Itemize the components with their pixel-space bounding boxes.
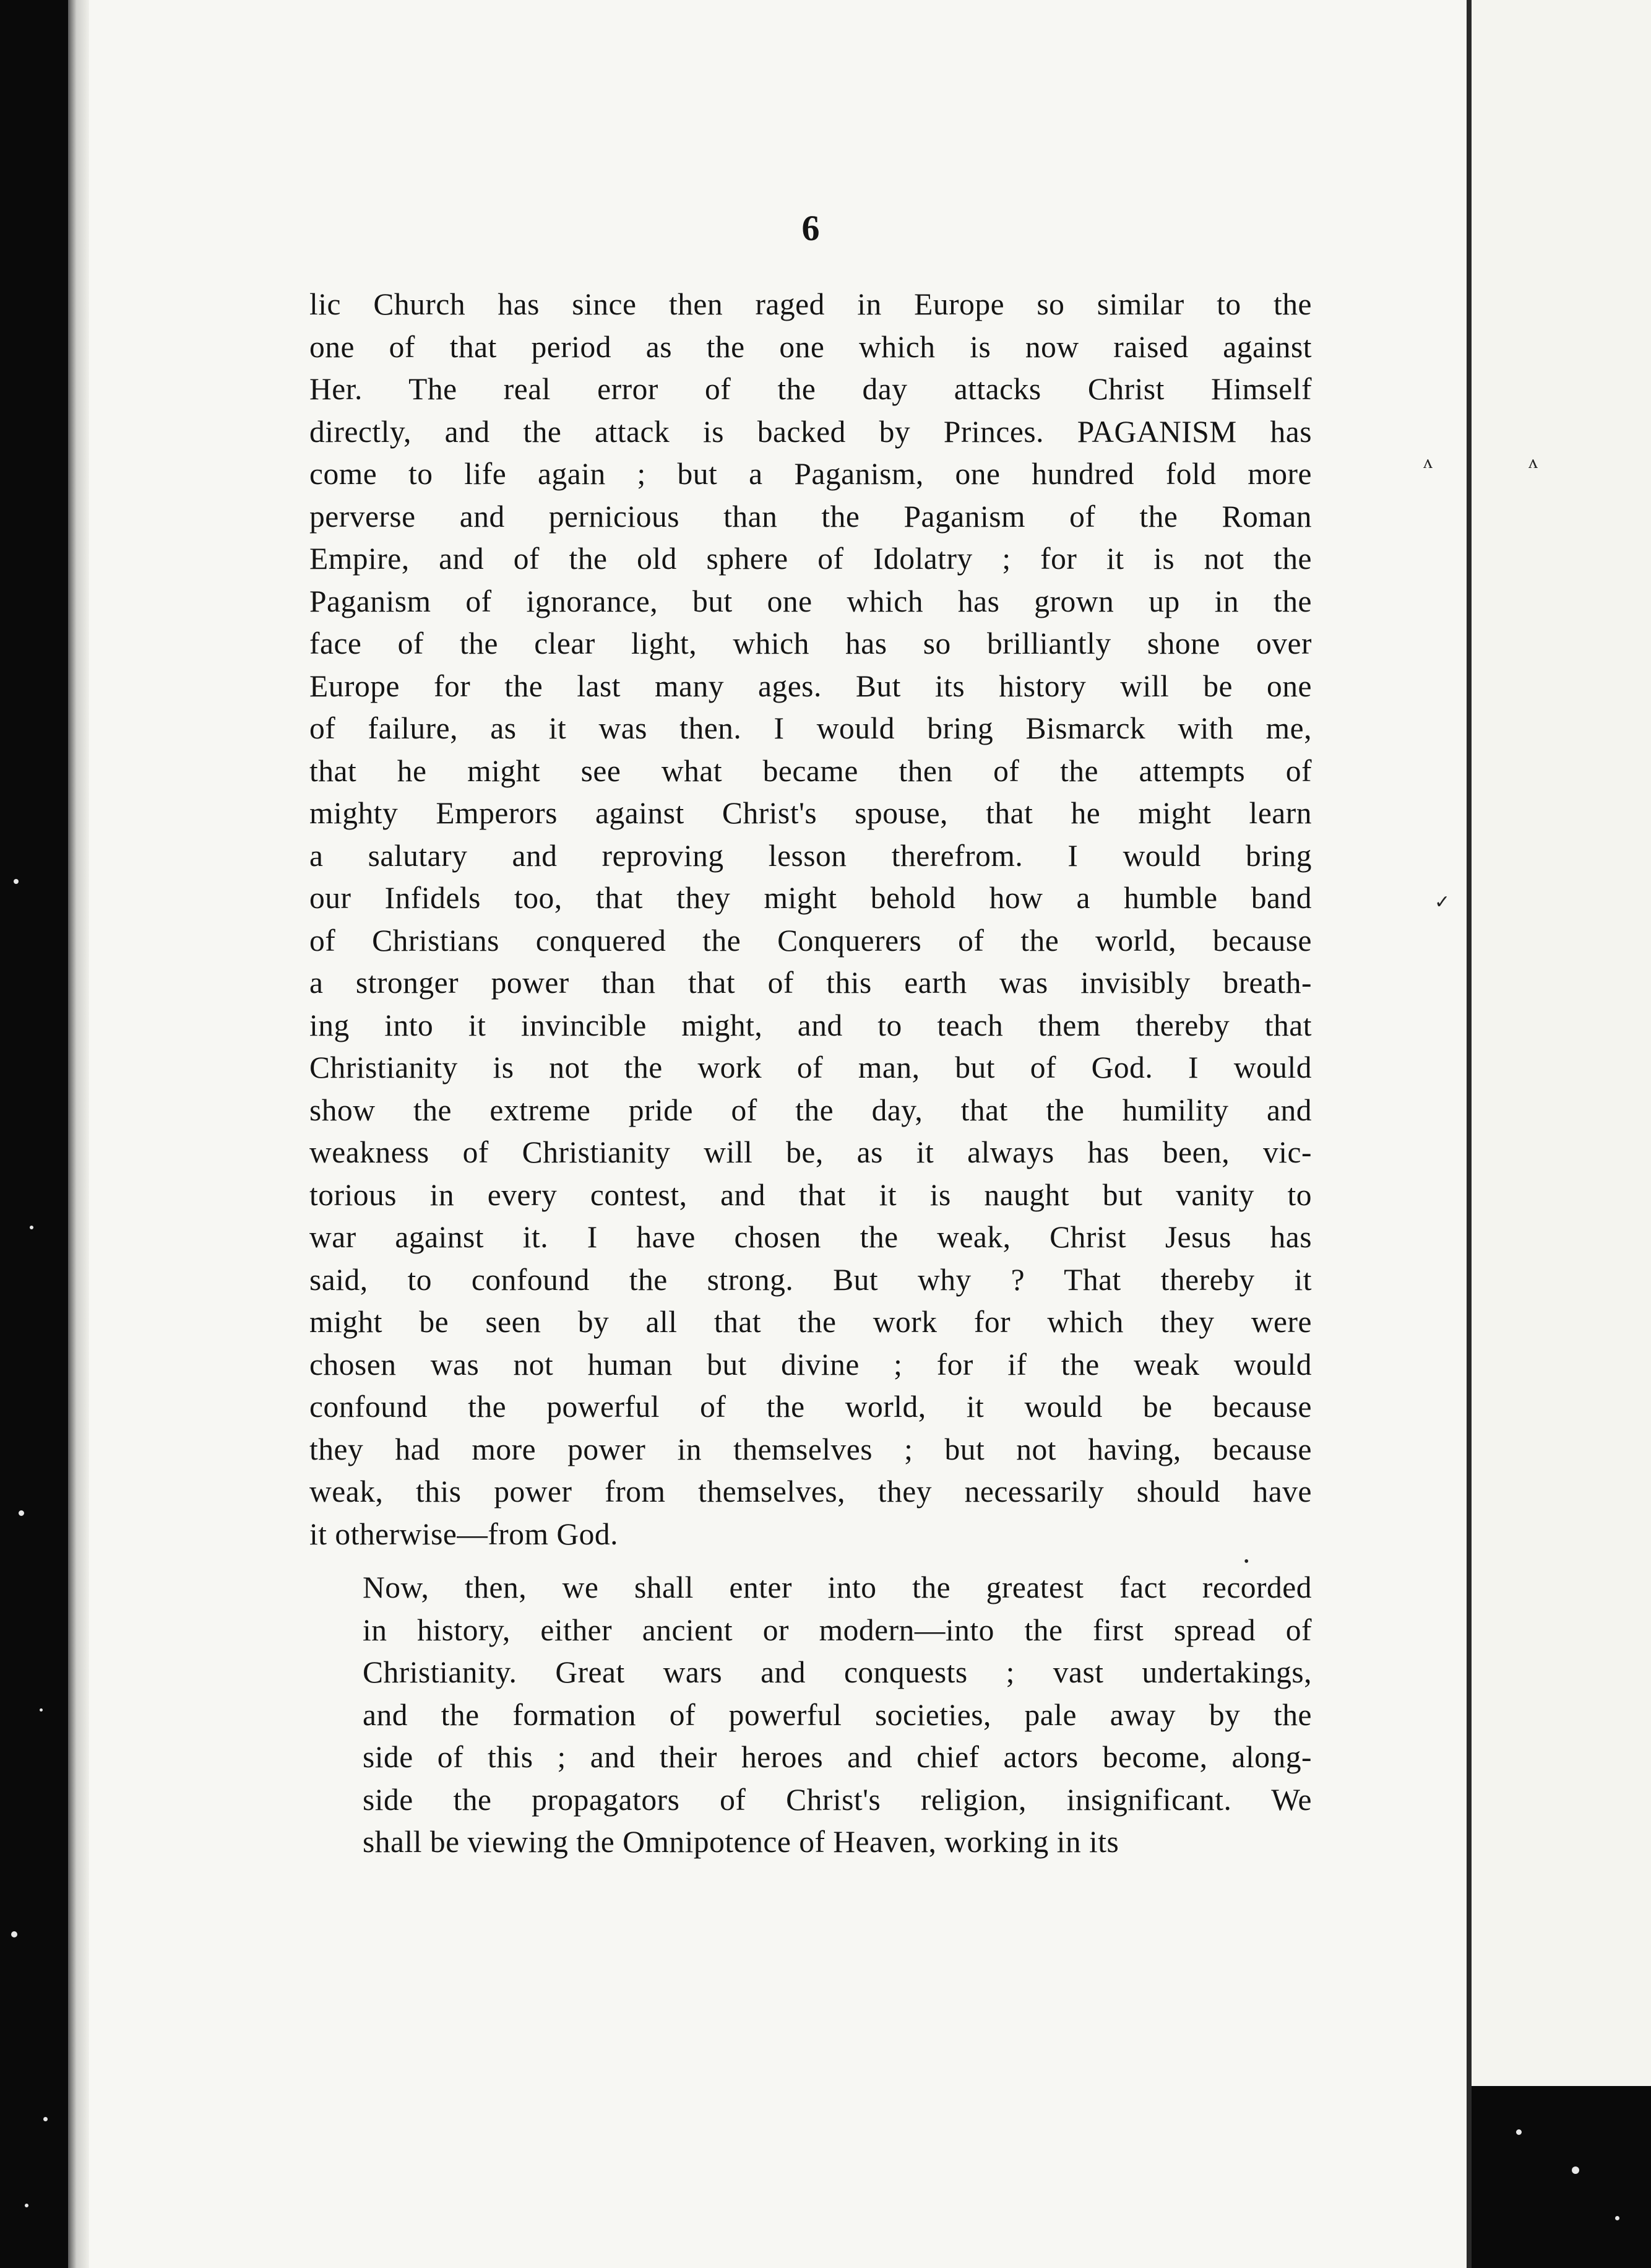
stray-mark: ʌ xyxy=(1528,452,1538,472)
text-line: in history, either ancient or modern—into the first spread of xyxy=(363,1612,1312,1647)
stray-dot: • xyxy=(1244,1554,1249,1570)
dust-speck xyxy=(1516,2129,1522,2135)
page-text xyxy=(309,210,1312,1864)
text-line: side of this ; and their heroes and chief actors become, along- xyxy=(363,1740,1312,1774)
paragraph-2 xyxy=(309,1567,1312,1864)
adjacent-page-shadow xyxy=(1472,2086,1651,2268)
text-line: face of the clear light, which has so brilliantly shone over xyxy=(309,626,1312,660)
text-line: said, to confound the strong. But why ? That thereby it xyxy=(309,1262,1312,1297)
text-line: they had more power in themselves ; but not having, because xyxy=(309,1432,1312,1466)
text-line: it otherwise—from God. xyxy=(309,1517,619,1551)
text-line: Her. The real error of the day attacks Christ Himself xyxy=(309,372,1312,406)
text-line: a salutary and reproving lesson therefrom. I would bring xyxy=(309,838,1312,873)
stray-mark: ✓ xyxy=(1434,892,1451,912)
text-line: Now, then, we shall enter into the greatest fact recorded xyxy=(363,1570,1312,1604)
text-line: lic Church has since then raged in Europe so similar to the xyxy=(309,287,1312,321)
paragraph-1 xyxy=(309,284,1312,1556)
text-line: Empire, and of the old sphere of Idolatry ; for it is not the xyxy=(309,542,1312,576)
text-line: shall be viewing the Omnipotence of Heaven, working in its xyxy=(363,1825,1119,1859)
stray-mark: ʌ xyxy=(1423,452,1433,472)
text-line: our Infidels too, that they might behold how a humble band xyxy=(309,881,1312,915)
text-line: confound the powerful of the world, it would be because xyxy=(309,1390,1312,1424)
text-line: weakness of Christianity will be, as it always has been, vic- xyxy=(309,1135,1312,1169)
dust-speck xyxy=(25,2204,28,2207)
text-line: one of that period as the one which is now raised against xyxy=(309,329,1312,364)
text-line: perverse and pernicious than the Paganism of the Roman xyxy=(309,499,1312,534)
text-line: and the formation of powerful societies, pale away by the xyxy=(363,1697,1312,1732)
text-line: mighty Emperors against Christ's spouse, that he might learn xyxy=(309,796,1312,830)
dust-speck xyxy=(14,879,19,884)
text-line: directly, and the attack is backed by Princes. PAGANISM has xyxy=(309,414,1312,449)
text-line: Paganism of ignorance, but one which has grown up in the xyxy=(309,584,1312,618)
dust-speck xyxy=(1615,2216,1619,2220)
text-line: weak, this power from themselves, they necessarily should have xyxy=(309,1474,1312,1508)
text-line: of Christians conquered the Conquerers of the world, because xyxy=(309,923,1312,958)
text-line: come to life again ; but a Paganism, one hundred fold more xyxy=(309,457,1312,491)
text-line: chosen was not human but divine ; for if the weak would xyxy=(309,1347,1312,1382)
text-line: side the propagators of Christ's religion, insignificant. We xyxy=(363,1782,1312,1817)
dust-speck xyxy=(30,1226,33,1229)
text-line: of failure, as it was then. I would bring Bismarck with me, xyxy=(309,711,1312,745)
text-line: show the extreme pride of the day, that the humility and xyxy=(309,1093,1312,1127)
text-line: Christianity is not the work of man, but of God. I would xyxy=(309,1050,1312,1084)
text-line: that he might see what became then of the attempts of xyxy=(309,753,1312,788)
adjacent-page-strip xyxy=(1472,0,1651,2268)
page-number: 6 xyxy=(801,208,820,248)
text-line: might be seen by all that the work for which they were xyxy=(309,1305,1312,1339)
page-fold-line xyxy=(1467,0,1472,2268)
paragraphs-container xyxy=(309,284,1312,1864)
dust-speck xyxy=(40,1708,43,1712)
dust-speck xyxy=(19,1510,24,1516)
dust-speck xyxy=(43,2117,48,2121)
text-line: war against it. I have chosen the weak, Christ Jesus has xyxy=(309,1220,1312,1254)
text-line: ing into it invincible might, and to teach them thereby that xyxy=(309,1008,1312,1042)
text-line: Europe for the last many ages. But its history will be one xyxy=(309,669,1312,703)
page-edge-shadow xyxy=(68,0,89,2268)
dust-speck xyxy=(11,1931,17,1937)
dust-speck xyxy=(1572,2166,1579,2174)
text-line: a stronger power than that of this earth was invisibly breath- xyxy=(309,966,1312,1000)
text-line: torious in every contest, and that it is naught but vanity to xyxy=(309,1177,1312,1212)
text-line: Christianity. Great wars and conquests ; vast undertakings, xyxy=(363,1655,1312,1689)
